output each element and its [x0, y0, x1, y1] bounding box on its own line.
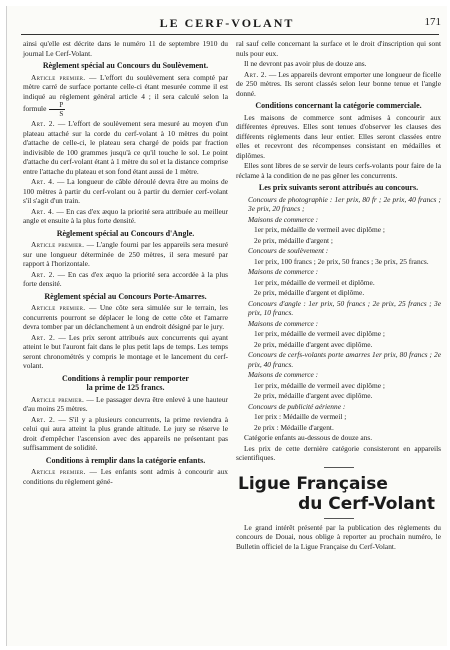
paragraph: Il ne devront pas avoir plus de douze ans. [244, 59, 367, 68]
formula-numerator: P [49, 101, 65, 110]
prize-line: 2e prix : Médaille d'argent. [254, 422, 334, 432]
formula [49, 101, 65, 118]
prize-line: 1er prix, médaille de vermeil avec diplôme ; [254, 225, 385, 234]
paragraph: Catégorie enfants au-dessous de douze ans. [244, 433, 373, 442]
paragraph: Les maisons de commerce sont admises à concourir aux différentes épreuves. Elles sont tenues d'observer les clauses des différents règlements dans leur entier. Elles seront classées entre elles et recevront des récompenses consistant en médailles et diplômes. [236, 112, 441, 160]
paragraph [23, 333, 228, 371]
paragraph-text: — Les enfants sont admis à concourir aux conditions du règlement géné- [23, 467, 228, 486]
prize-line: Maisons de commerce : [248, 318, 319, 328]
formula-denominator: S [59, 110, 64, 118]
article-label: Article premier. [31, 240, 85, 249]
section-heading: Conditions à remplir dans la catégorie enfants. [45, 455, 206, 465]
page-number: 171 [424, 16, 441, 28]
paragraph: Les prix de cette dernière catégorie consisteront en appareils scientifiques. [236, 443, 441, 462]
prize-line: Concours de cerfs-volants porte amarres 1er prix, 80 francs ; 2e prix, 40 francs. [248, 350, 441, 369]
section-heading: Règlement spécial au Concours d'Angle. [56, 228, 195, 238]
prize-line: Concours de photographie : 1er prix, 80 fr ; 2e prix, 40 francs ; 3e prix, 20 francs ; [248, 194, 441, 213]
paragraph-text: — En cas d'ex æquo la priorité sera accordée à la plus forte densité. [23, 269, 229, 288]
paragraph [236, 70, 441, 99]
section-heading: la prime de 125 francs. [86, 383, 165, 392]
prize-line: 1er prix, médaille de vermeil et diplôme. [254, 277, 375, 287]
paragraph [23, 395, 228, 414]
article-label: Art. 4. [31, 177, 55, 186]
paragraph [23, 207, 228, 226]
paragraph [23, 270, 228, 289]
section-heading: Conditions à remplir pour remporter [62, 373, 189, 383]
paragraph-text: — L'effort de soulèvement sera mesuré au moyen d'un plateau attaché sur la corde du cerf-volant à 10 mètres du point d'attache de celle-ci, le plateau sera chargé de poids par fraction indivisible de 100 grammes jusqu'à ce qu'il touche le sol. Le point d'attache du cerf-volant étant à 1 mètre du sol et la distance comprise entre l'attache du plateau et son fond étant aussi de 1 mètre. [23, 119, 228, 176]
article-label: Article premier. [31, 467, 86, 476]
section-heading: Règlement spécial au Concours Porte-Amarres. [44, 291, 207, 301]
article-label: Art. 2. [31, 119, 55, 128]
ligue-heading-line-1: Ligue Française [238, 473, 388, 494]
prize-line: Concours de soulèvement : [248, 246, 329, 255]
article-label: Art. 4. [31, 206, 55, 216]
prize-line: 2e prix, médaille d'argent ; [254, 235, 333, 245]
separator-rule [324, 518, 354, 519]
paragraph-text: — Les prix seront attribués aux concurrents qui ayant atteint le but l'auront fait dans le plus petit laps de temps. Les temps seront chronométrés y compris le montage et le lancement du cerf-volant. [23, 332, 229, 370]
section-heading: Conditions concernant la catégorie commerciale. [255, 101, 422, 110]
paragraph [23, 415, 228, 453]
article-label: Article premier. [31, 72, 86, 82]
prize-line: Maisons de commerce : [248, 214, 319, 224]
section-heading: Règlement spécial au Concours du Soulèvement. [42, 61, 209, 70]
article-label: Art. 2. [31, 269, 55, 279]
prize-line: 1er prix, 100 francs ; 2e prix, 50 francs ; 3e prix, 25 francs. [254, 256, 429, 266]
prize-line: 1er prix : Médaille de vermeil ; [254, 412, 347, 421]
prize-line: Concours d'angle : 1er prix, 50 francs ; 2e prix, 25 francs ; 3e prix, 10 francs. [248, 298, 441, 317]
section-heading: Les prix suivants seront attribués au concours. [258, 183, 419, 192]
article-label: Art. 2. [244, 69, 267, 79]
paragraph [23, 177, 228, 206]
ligue-heading [236, 474, 441, 514]
ligue-heading-line-2: du Cerf-Volant [298, 493, 435, 514]
prize-line: Maisons de commerce : [248, 370, 319, 379]
article-label: Art. 2. [31, 332, 56, 342]
article-label: Article premier. [31, 303, 86, 312]
left-column [23, 39, 228, 487]
prize-line: 2e prix, médaille d'argent avec diplôme. [254, 339, 373, 349]
prize-line: 1er prix, médaille de vermeil avec diplôme ; [254, 329, 385, 338]
paragraph-text: — Les appareils devront emporter une longueur de ficelle de 250 mètres. Ils seront classés selon leur bonne tenue et l'angle donné. [236, 69, 441, 98]
paragraph: Elles sont libres de se servir de leurs cerfs-volants pour faire de la réclame à la condition de ne pas gêner les concurrents. [236, 161, 441, 180]
paragraph: ainsi qu'elle est décrite dans le numéro 11 de septembre 1910 du journal Le Cerf-Volant. [23, 39, 228, 58]
prize-line: Concours de publicité aérienne : [248, 401, 346, 411]
paragraph-text: — Le passager devra être enlevé à une hauteur d'au moins 25 mètres. [23, 394, 228, 413]
paragraph-text: — L'angle fourni par les appareils sera mesuré sur une longueur déterminée de 250 mètres, il sera mesuré par rapport à l'horizontale. [23, 240, 228, 268]
paragraph [23, 73, 228, 119]
paragraph [23, 467, 228, 486]
article-label: Art. 2. [31, 414, 56, 424]
right-column [236, 39, 441, 552]
paragraph-text: — L'effort du soulèvement sera compté par mètre carré de surface portante celle-ci étant mesurée comme il est indiqué au règlement général article 4 ; il sera calculé selon la formule [23, 72, 228, 114]
paragraph [23, 119, 228, 176]
paragraph [23, 303, 228, 332]
prize-line: 2e prix, médaille d'argent avec diplôme. [254, 391, 373, 400]
separator-rule [324, 467, 354, 468]
paragraph-text: — La longueur de câble déroulé devra être au moins de 100 mètres à partir du cerf-volant ou à partir du dernier cerf-volant s'il s'agit d'un train. [23, 177, 229, 205]
paragraph-text: — En cas d'ex æquo la priorité sera attribuée au meilleur angle et ensuite à la plus forte densité. [23, 206, 228, 225]
header-rule [21, 34, 439, 35]
prize-line: Maisons de commerce : [248, 267, 319, 276]
article-label: Article premier. [31, 394, 85, 404]
document-page [6, 6, 447, 646]
paragraph: ral sauf celle concernant la surface et le droit d'inscription qui sont nuls pour eux. [236, 39, 441, 58]
prize-line: 1er prix, médaille de vermeil avec diplôme ; [254, 380, 385, 390]
paragraph: Le grand intérêt présenté par la publication des règlements du concours de Douai, nous oblige à reporter au prochain numéro, le Bulletin officiel de la Ligue Française du Cerf-Volant. [236, 522, 441, 551]
paragraph-text: — Une côte sera simulée sur le terrain, les concurrents pourront se déplacer le long de cette côte et l'amarre devra tomber par un déclanchement à un endroit désigné par le jury. [23, 303, 228, 331]
prize-line: 2e prix, médaille d'argent et diplôme. [254, 288, 365, 297]
paragraph-text: — S'il y a plusieurs concurrents, la prime reviendra à celui qui aura atteint la plus grande altitude. Le jury se réserve le droit d'empêcher l'ascension avec des appareils ne présentant pas suffisamment de solidité. [23, 414, 229, 452]
paragraph [23, 240, 228, 269]
running-header-title: LE CERF-VOLANT [159, 16, 295, 30]
